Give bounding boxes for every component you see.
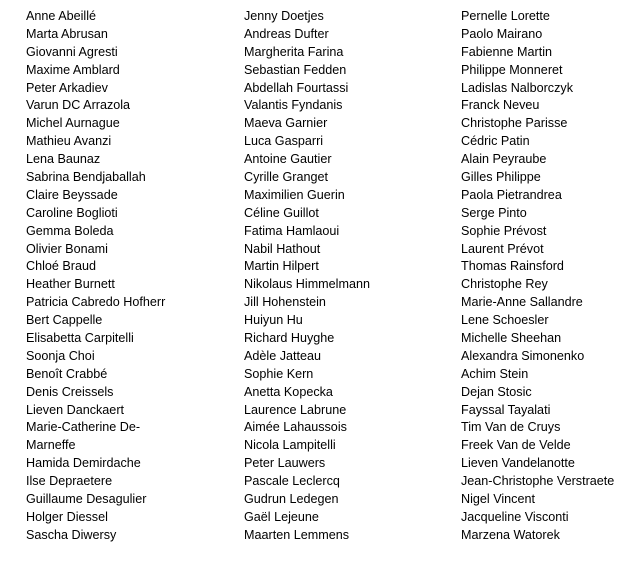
- name-list-item: Pascale Leclercq: [244, 474, 340, 489]
- name-list-item: Laurence Labrune: [244, 402, 347, 417]
- name-list-item: Sebastian Fedden: [244, 62, 347, 77]
- name-list-item: Luca Gasparri: [244, 134, 324, 149]
- name-list-item: Alain Peyraube: [461, 152, 547, 167]
- name-list-item: Fatima Hamlaoui: [244, 223, 340, 238]
- name-list-item: Benoît Crabbé: [26, 366, 108, 381]
- name-list-item: Olivier Bonami: [26, 241, 108, 256]
- name-list-item: Varun DC Arrazola: [26, 98, 131, 113]
- name-list-item: Fabienne Martin: [461, 44, 553, 59]
- name-list-item: Marneffe: [26, 438, 76, 453]
- name-list-item: Martin Hilpert: [244, 259, 319, 274]
- name-list-item: Cyrille Granget: [244, 170, 328, 185]
- name-list-item: Gudrun Ledegen: [244, 492, 339, 507]
- name-list-item: Caroline Boglioti: [26, 205, 118, 220]
- name-list-item: Marzena Watorek: [461, 527, 560, 542]
- name-list-item: Fayssal Tayalati: [461, 402, 551, 417]
- name-list-item: Sophie Kern: [244, 366, 314, 381]
- name-list-item: Sabrina Bendjaballah: [26, 170, 146, 185]
- name-list-item: Marta Abrusan: [26, 26, 108, 41]
- name-list-item: Holger Diessel: [26, 509, 108, 524]
- name-list-item: Céline Guillot: [244, 205, 319, 220]
- name-list-item: Anetta Kopecka: [244, 384, 333, 399]
- name-list-item: Christophe Rey: [461, 277, 548, 292]
- name-list-item: Ladislas Nalborczyk: [461, 80, 573, 95]
- name-list-item: Nicola Lampitelli: [244, 438, 336, 453]
- name-list-item: Peter Lauwers: [244, 456, 326, 471]
- name-list-item: Christophe Parisse: [461, 116, 568, 131]
- name-list-item: Cédric Patin: [461, 134, 530, 149]
- name-list-item: Lieven Danckaert: [26, 402, 125, 417]
- name-list-item: Claire Beyssade: [26, 187, 118, 202]
- name-list-item: Marie-Catherine De-: [26, 420, 141, 435]
- name-list-item: Freek Van de Velde: [461, 438, 571, 453]
- name-list-item: Paola Pietrandrea: [461, 187, 562, 202]
- name-list-item: Maximilien Guerin: [244, 187, 345, 202]
- name-list-item: Sascha Diwersy: [26, 527, 117, 542]
- name-list-item: Soonja Choi: [26, 348, 95, 363]
- name-list-item: Michel Aurnague: [26, 116, 120, 131]
- name-list-item: Jacqueline Visconti: [461, 509, 569, 524]
- name-list-item: Tim Van de Cruys: [461, 420, 561, 435]
- name-list-item: Gaël Lejeune: [244, 509, 319, 524]
- name-list-item: Hamida Demirdache: [26, 456, 141, 471]
- name-list-item: Margherita Farina: [244, 44, 344, 59]
- name-list-item: Lena Baunaz: [26, 152, 101, 167]
- name-list-item: Nikolaus Himmelmann: [244, 277, 370, 292]
- name-list-item: Achim Stein: [461, 366, 529, 381]
- name-list-item: Aimée Lahaussois: [244, 420, 347, 435]
- name-list-item: Adèle Jatteau: [244, 348, 322, 363]
- name-list-item: Denis Creissels: [26, 384, 114, 399]
- name-list-item: Dejan Stosic: [461, 384, 532, 399]
- name-column-2: [244, 8, 454, 545]
- name-list-item: Alexandra Simonenko: [461, 348, 585, 363]
- name-list-item: Patricia Cabredo Hofherr: [26, 295, 166, 310]
- name-column-3: [461, 8, 639, 545]
- name-list-item: Elisabetta Carpitelli: [26, 331, 134, 346]
- name-list-item: Nigel Vincent: [461, 492, 535, 507]
- name-list-item: Chloé Braud: [26, 259, 97, 274]
- name-list-item: Thomas Rainsford: [461, 259, 564, 274]
- name-list-item: Maxime Amblard: [26, 62, 120, 77]
- name-list-item: Jenny Doetjes: [244, 9, 324, 23]
- name-column-1: [26, 8, 236, 545]
- name-list-item: Pernelle Lorette: [461, 9, 550, 23]
- name-list-item: Maeva Garnier: [244, 116, 328, 131]
- name-list-item: Antoine Gautier: [244, 152, 332, 167]
- name-list-item: Giovanni Agresti: [26, 44, 118, 59]
- name-list-item: Philippe Monneret: [461, 62, 563, 77]
- name-list-item: Franck Neveu: [461, 98, 540, 113]
- name-list-item: Abdellah Fourtassi: [244, 80, 349, 95]
- name-list-item: Serge Pinto: [461, 205, 527, 220]
- name-list-item: Paolo Mairano: [461, 26, 543, 41]
- name-list-item: Jean-Christophe Verstraete: [461, 474, 615, 489]
- name-list-item: Mathieu Avanzi: [26, 134, 112, 149]
- name-list-item: Lene Schoesler: [461, 313, 549, 328]
- name-list-item: Gilles Philippe: [461, 170, 541, 185]
- name-list-item: Heather Burnett: [26, 277, 115, 292]
- name-list-item: Andreas Dufter: [244, 26, 329, 41]
- name-list-item: Lieven Vandelanotte: [461, 456, 575, 471]
- name-list-item: Huiyun Hu: [244, 313, 303, 328]
- name-list-item: Maarten Lemmens: [244, 527, 349, 542]
- name-list-item: Valantis Fyndanis: [244, 98, 343, 113]
- name-list-item: Guillaume Desagulier: [26, 492, 147, 507]
- name-list-item: Michelle Sheehan: [461, 331, 562, 346]
- name-list-item: Anne Abeillé: [26, 9, 97, 23]
- name-list-item: Ilse Depraetere: [26, 474, 113, 489]
- name-list-item: Jill Hohenstein: [244, 295, 326, 310]
- name-list-item: Peter Arkadiev: [26, 80, 108, 95]
- name-list-item: Bert Cappelle: [26, 313, 103, 328]
- name-list-item: Richard Huyghe: [244, 331, 335, 346]
- name-list-item: Nabil Hathout: [244, 241, 321, 256]
- name-list-item: Marie-Anne Sallandre: [461, 295, 583, 310]
- name-list-item: Gemma Boleda: [26, 223, 114, 238]
- name-list-item: Laurent Prévot: [461, 241, 544, 256]
- name-list-item: Sophie Prévost: [461, 223, 547, 238]
